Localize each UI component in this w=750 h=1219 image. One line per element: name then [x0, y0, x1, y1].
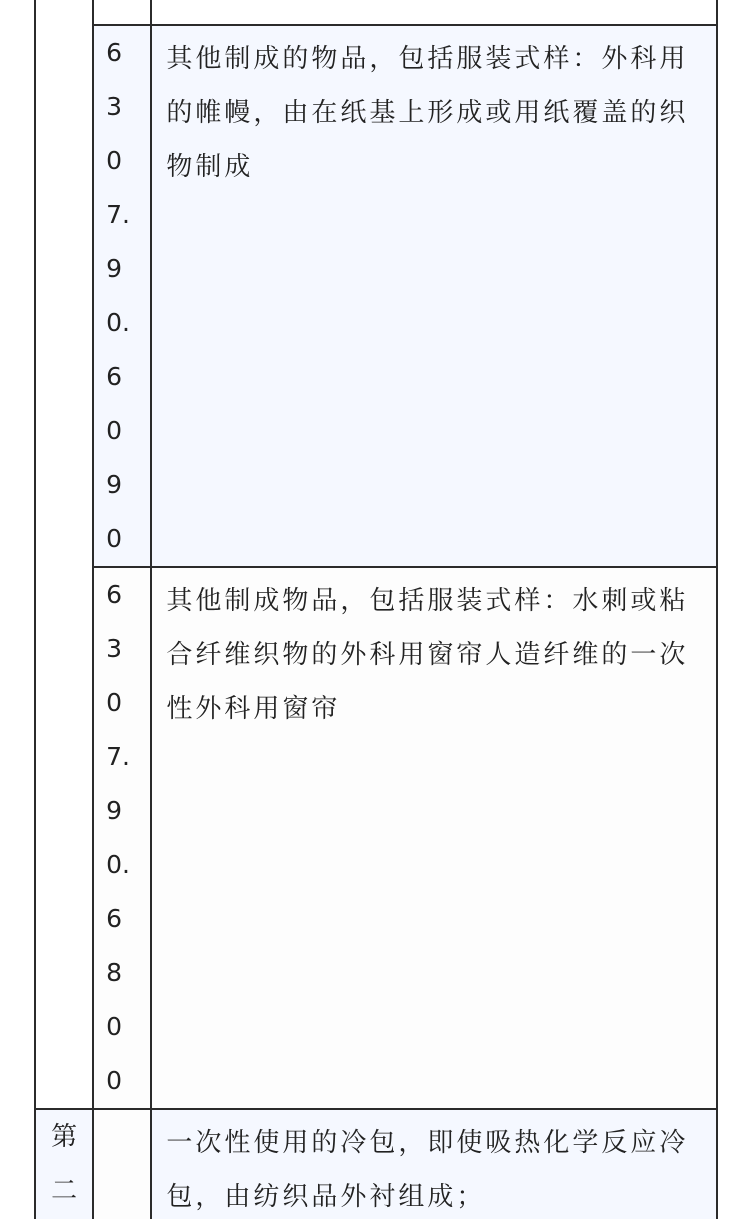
product-description: 其他制成的物品，包括服装式样：外科用的帷幔，由在纸基上形成或用纸覆盖的织物制成 [151, 25, 717, 567]
hs-code-cell [93, 567, 151, 1109]
code-char: 6 [106, 904, 123, 933]
code-char: 7. [106, 742, 131, 771]
code-char: 0. [106, 850, 131, 879]
table-row [35, 25, 717, 567]
description-cell [151, 0, 717, 25]
code-char: 6 [106, 580, 123, 609]
code-char: 0 [106, 524, 123, 553]
code-char: 9 [106, 470, 123, 499]
category-char: 第 [51, 1122, 78, 1152]
code-char: 7. [106, 200, 131, 229]
category-char: 二 [51, 1176, 78, 1206]
product-description: 一次性使用的冷包，即使吸热化学反应冷包，由纺织品外衬组成； [151, 1109, 717, 1219]
table-row [35, 1109, 717, 1219]
code-char: 3 [106, 634, 123, 663]
hs-code-cell [93, 1109, 151, 1219]
code-char: 0 [106, 416, 123, 445]
code-char: 0 [106, 146, 123, 175]
code-cell [93, 0, 151, 25]
product-description: 其他制成物品，包括服装式样：水刺或粘合纤维织物的外科用窗帘人造纤维的一次性外科用窗帘 [151, 567, 717, 1109]
code-char: 3 [106, 92, 123, 121]
category-cell [35, 1109, 93, 1219]
code-char: 6 [106, 362, 123, 391]
code-char: 9 [106, 254, 123, 283]
category-cell [35, 0, 93, 1109]
code-char: 9 [106, 796, 123, 825]
code-char: 0. [106, 308, 131, 337]
tariff-table [34, 0, 718, 1219]
code-char: 6 [106, 38, 123, 67]
hs-code-cell [93, 25, 151, 567]
code-char: 0 [106, 688, 123, 717]
table-row [35, 567, 717, 1109]
table-row [35, 0, 717, 25]
code-char: 0 [106, 1066, 123, 1095]
code-char: 0 [106, 1012, 123, 1041]
code-char: 8 [106, 958, 123, 987]
